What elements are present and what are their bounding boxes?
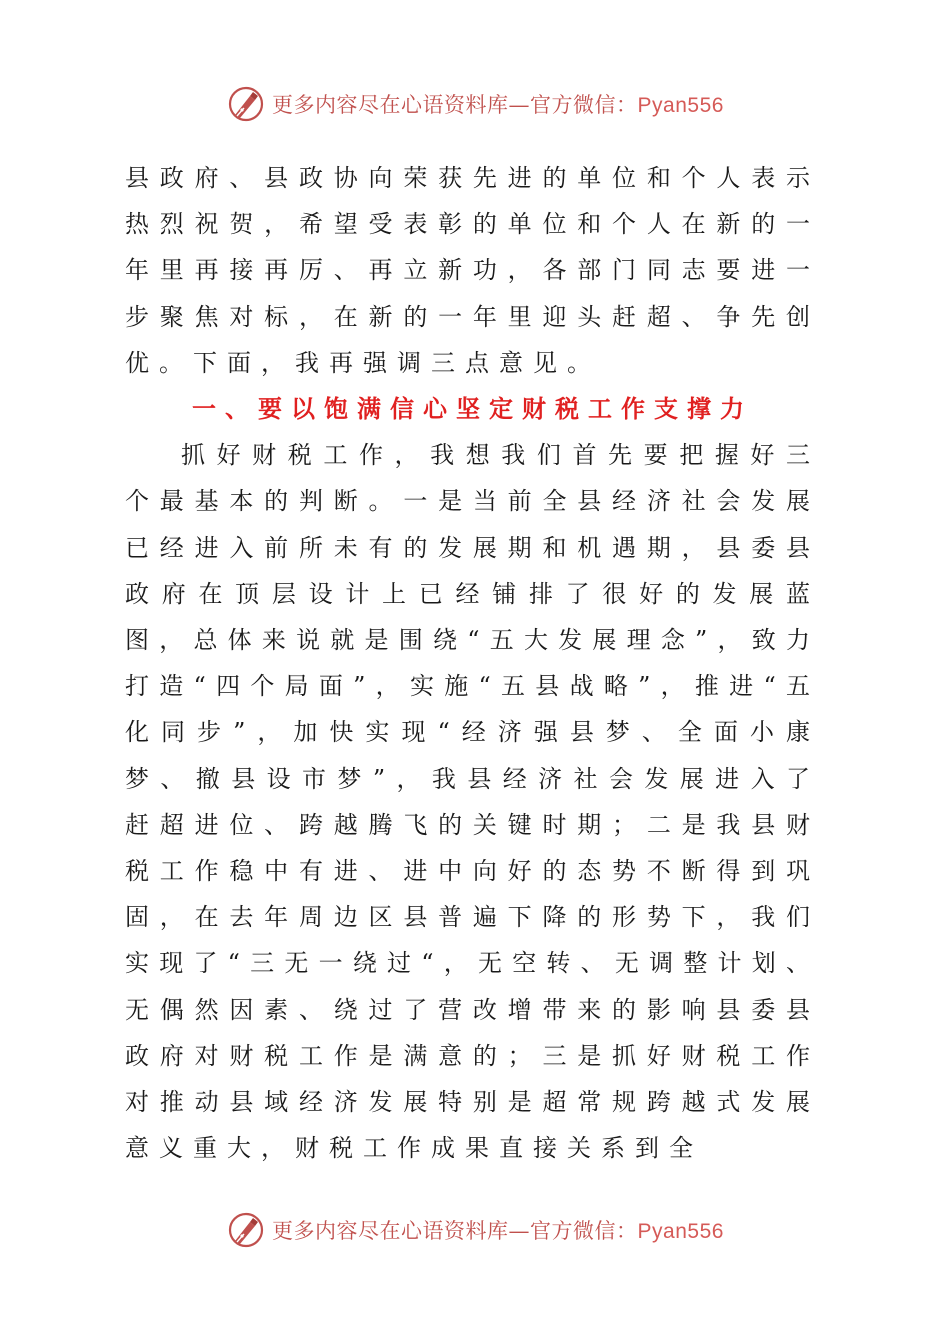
paragraph-1: 县政府、县政协向荣获先进的单位和个人表示热烈祝贺，希望受表彰的单位和个人在新的一年里再接再厉、再立新功，各部门同志要进一步聚焦对标，在新的一年里迎头赶超、争先创优。下面，我再强调三点意见。 [125,164,820,377]
watermark-banner-bottom [0,1208,950,1252]
paragraph-2: 抓好财税工作，我想我们首先要把握好三个最基本的判断。一是当前全县经济社会发展已经进入前所未有的发展期和机遇期，县委县政府在顶层设计上已经铺排了很好的发展蓝图，总体来说就是围绕“五大发展理念”，致力打造“四个局面”，实施“五县战略”，推进“五化同步”，加快实现“经济强县梦、全面小康梦、撤县设市梦”，我县经济社会发展进入了赶超进位、跨越腾飞的关键时期；二是我县财税工作稳中有进、进中向好的态势不断得到巩固，在去年周边区县普遍下降的形势下，我们实现了“三无一绕过“，无空转、无调整计划、无偶然因素、绕过了营改增带来的影响县委县政府对财税工作是满意的；三是抓好财税工作对推动县域经济发展特别是超常规跨越式发展意义重大，财税工作成果直接关系到全 [125,441,820,1163]
section-heading-1: 一、要以饱满信心坚定财税工作支撑力 [192,395,753,424]
wechat-id: Pyan556 [637,94,724,117]
wechat-id: Pyan556 [637,1220,724,1243]
watermark-text: 更多内容尽在心语资料库—官方微信：Pyan556 [272,93,724,117]
pen-nib-logo-icon [226,84,266,124]
watermark-text: 更多内容尽在心语资料库—官方微信：Pyan556 [272,1219,724,1243]
watermark-banner-top [0,82,950,126]
pen-nib-logo-icon [226,1210,266,1250]
document-body [125,155,820,1171]
